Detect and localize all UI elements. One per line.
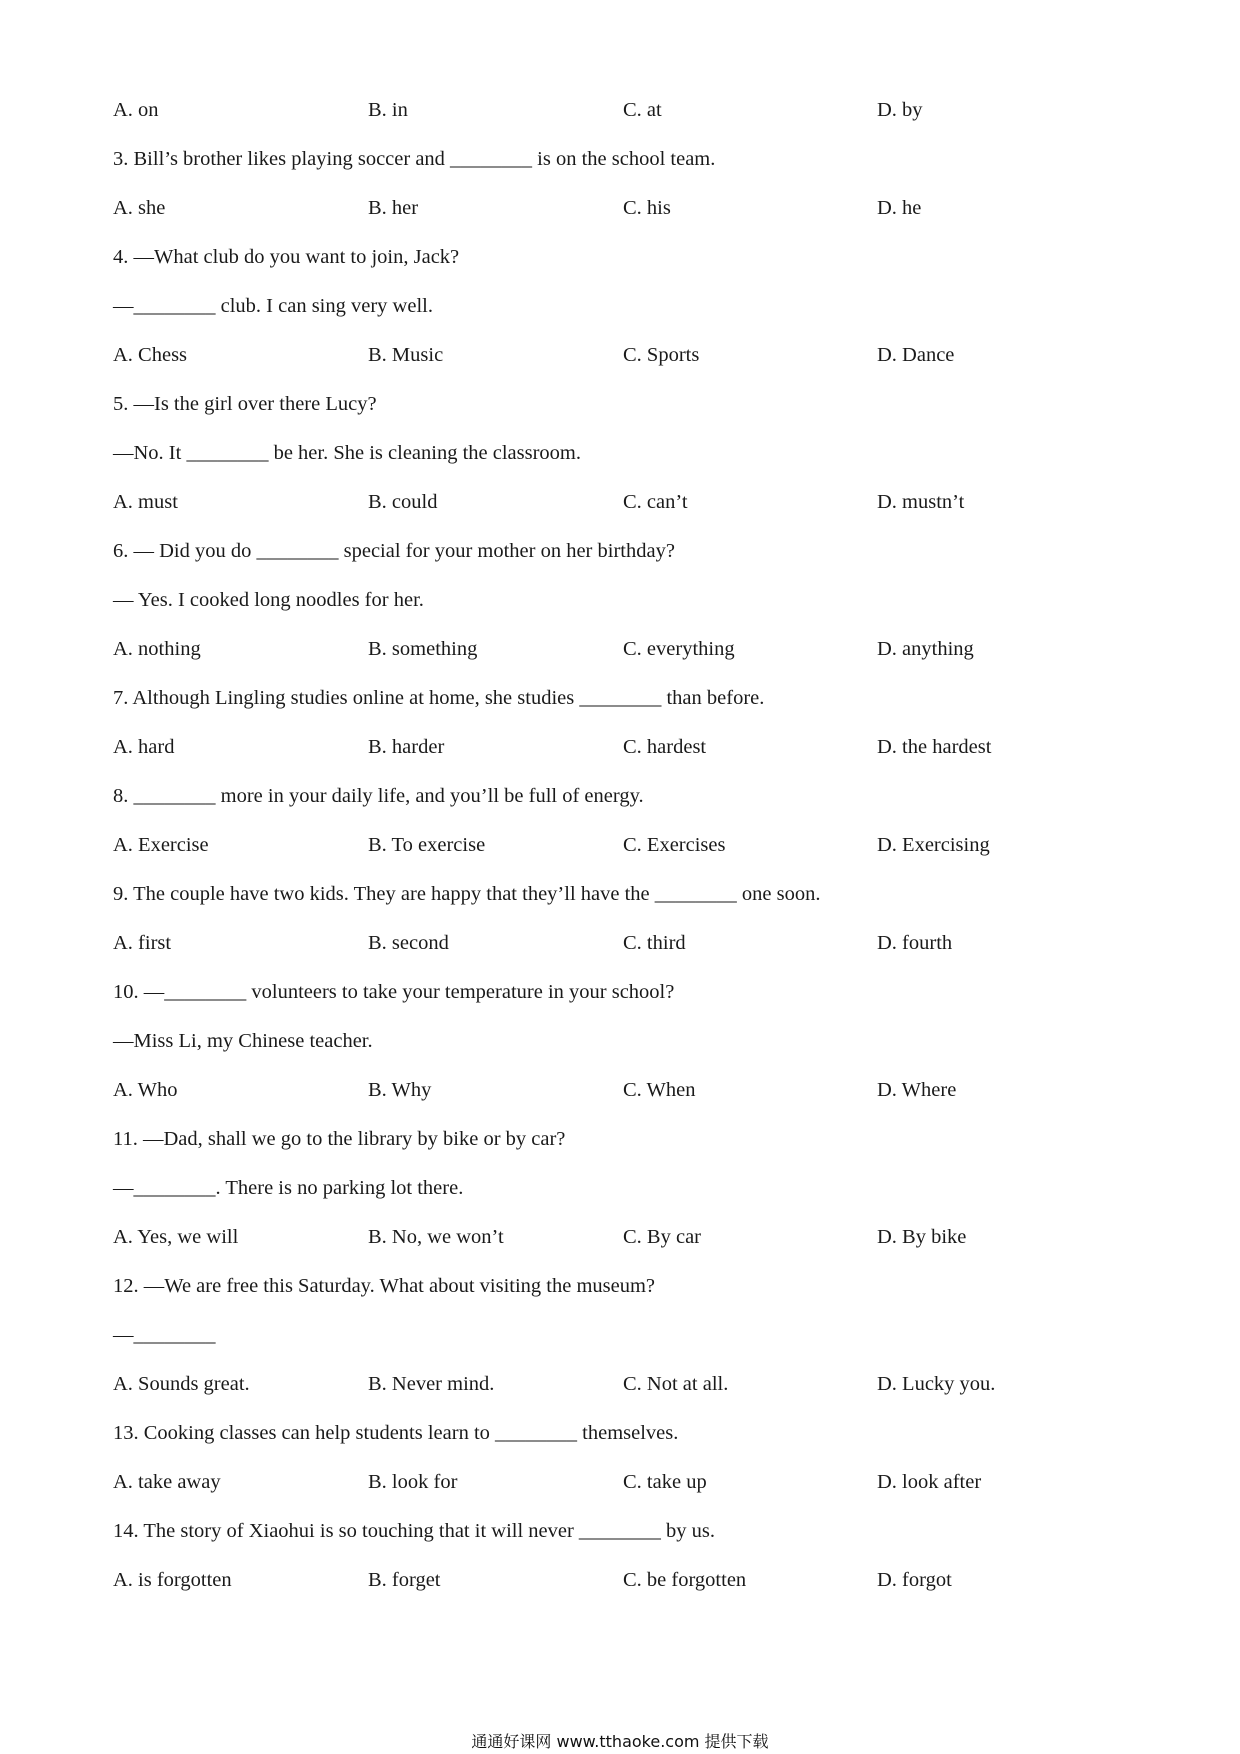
answer-options-row bbox=[113, 1470, 1123, 1519]
answer-option: C. take up bbox=[623, 1471, 707, 1493]
question-text: 8. ________ more in your daily life, and you’ll be full of energy. bbox=[113, 785, 644, 807]
answer-option: C. everything bbox=[623, 638, 735, 660]
answer-option: B. something bbox=[368, 638, 478, 660]
answer-option: C. By car bbox=[623, 1226, 701, 1248]
question-text: 10. —________ volunteers to take your temperature in your school? bbox=[113, 981, 675, 1003]
question-text: 7. Although Lingling studies online at home, she studies ________ than before. bbox=[113, 687, 765, 709]
answer-option: B. Music bbox=[368, 344, 444, 366]
question-text: —Miss Li, my Chinese teacher. bbox=[113, 1030, 373, 1052]
answer-option: D. forgot bbox=[877, 1569, 952, 1591]
answer-option: B. No, we won’t bbox=[368, 1226, 504, 1248]
answer-option: D. he bbox=[877, 197, 922, 219]
answer-option: A. Who bbox=[113, 1079, 178, 1101]
answer-options-row bbox=[113, 1078, 1123, 1127]
answer-option: A. on bbox=[113, 99, 159, 121]
question-text: 13. Cooking classes can help students learn to ________ themselves. bbox=[113, 1422, 679, 1444]
answer-option: C. Sports bbox=[623, 344, 700, 366]
question-text: —________ club. I can sing very well. bbox=[113, 295, 433, 317]
page-footer: 通通好课网 www.tthaoke.com 提供下载 bbox=[471, 1732, 769, 1751]
answer-option: D. the hardest bbox=[877, 736, 992, 758]
answer-option: A. is forgotten bbox=[113, 1569, 232, 1591]
answer-option: C. hardest bbox=[623, 736, 707, 758]
answer-option: D. Lucky you. bbox=[877, 1373, 996, 1395]
answer-option: C. his bbox=[623, 197, 671, 219]
question-text: 14. The story of Xiaohui is so touching that it will never ________ by us. bbox=[113, 1520, 716, 1542]
answer-option: D. look after bbox=[877, 1471, 982, 1493]
question-text: — Yes. I cooked long noodles for her. bbox=[113, 589, 424, 611]
answer-option: D. Where bbox=[877, 1079, 957, 1101]
answer-option: D. anything bbox=[877, 638, 974, 660]
answer-option: A. Yes, we will bbox=[113, 1226, 239, 1248]
answer-options-row bbox=[113, 1225, 1123, 1274]
answer-option: D. fourth bbox=[877, 932, 953, 954]
answer-option: C. can’t bbox=[623, 491, 688, 513]
answer-option: A. she bbox=[113, 197, 166, 219]
question-text: 12. —We are free this Saturday. What about visiting the museum? bbox=[113, 1275, 656, 1297]
question-text: 5. —Is the girl over there Lucy? bbox=[113, 393, 377, 415]
answer-option: B. forget bbox=[368, 1569, 441, 1591]
answer-options-row bbox=[113, 637, 1123, 686]
answer-option: A. Sounds great. bbox=[113, 1373, 250, 1395]
answer-option: D. By bike bbox=[877, 1226, 967, 1248]
exam-content bbox=[113, 98, 1123, 1617]
question-text: 11. —Dad, shall we go to the library by bike or by car? bbox=[113, 1128, 566, 1150]
question-text: —No. It ________ be her. She is cleaning the classroom. bbox=[113, 442, 581, 464]
answer-options-row bbox=[113, 1568, 1123, 1617]
answer-option: C. Not at all. bbox=[623, 1373, 729, 1395]
answer-option: C. at bbox=[623, 99, 662, 121]
answer-option: D. by bbox=[877, 99, 923, 121]
answer-option: B. Why bbox=[368, 1079, 432, 1101]
answer-options-row bbox=[113, 1372, 1123, 1421]
answer-option: A. Chess bbox=[113, 344, 188, 366]
answer-option: B. harder bbox=[368, 736, 445, 758]
question-text: —________. There is no parking lot there. bbox=[113, 1177, 464, 1199]
answer-options-row bbox=[113, 196, 1123, 245]
answer-option: C. Exercises bbox=[623, 834, 726, 856]
answer-option: D. Dance bbox=[877, 344, 955, 366]
answer-options-row bbox=[113, 735, 1123, 784]
answer-option: B. second bbox=[368, 932, 449, 954]
answer-option: D. Exercising bbox=[877, 834, 990, 856]
answer-option: B. To exercise bbox=[368, 834, 486, 856]
question-text: —________ bbox=[113, 1324, 216, 1346]
answer-options-row bbox=[113, 343, 1123, 392]
answer-option: A. hard bbox=[113, 736, 175, 758]
question-text: 9. The couple have two kids. They are happy that they’ll have the ________ one soon. bbox=[113, 883, 821, 905]
answer-option: B. could bbox=[368, 491, 438, 513]
answer-option: B. look for bbox=[368, 1471, 458, 1493]
answer-option: C. When bbox=[623, 1079, 696, 1101]
answer-option: B. Never mind. bbox=[368, 1373, 495, 1395]
answer-option: A. Exercise bbox=[113, 834, 209, 856]
answer-option: C. be forgotten bbox=[623, 1569, 747, 1591]
answer-options-row bbox=[113, 833, 1123, 882]
answer-option: B. her bbox=[368, 197, 419, 219]
question-text: 6. — Did you do ________ special for your mother on her birthday? bbox=[113, 540, 675, 562]
answer-option: B. in bbox=[368, 99, 408, 121]
answer-option: C. third bbox=[623, 932, 686, 954]
answer-option: D. mustn’t bbox=[877, 491, 965, 513]
question-text: 3. Bill’s brother likes playing soccer and ________ is on the school team. bbox=[113, 148, 716, 170]
answer-option: A. nothing bbox=[113, 638, 201, 660]
answer-options-row bbox=[113, 490, 1123, 539]
answer-option: A. take away bbox=[113, 1471, 221, 1493]
answer-options-row bbox=[113, 931, 1123, 980]
question-text: 4. —What club do you want to join, Jack? bbox=[113, 246, 460, 268]
answer-options-row bbox=[113, 98, 1123, 147]
answer-option: A. must bbox=[113, 491, 178, 513]
answer-option: A. first bbox=[113, 932, 172, 954]
